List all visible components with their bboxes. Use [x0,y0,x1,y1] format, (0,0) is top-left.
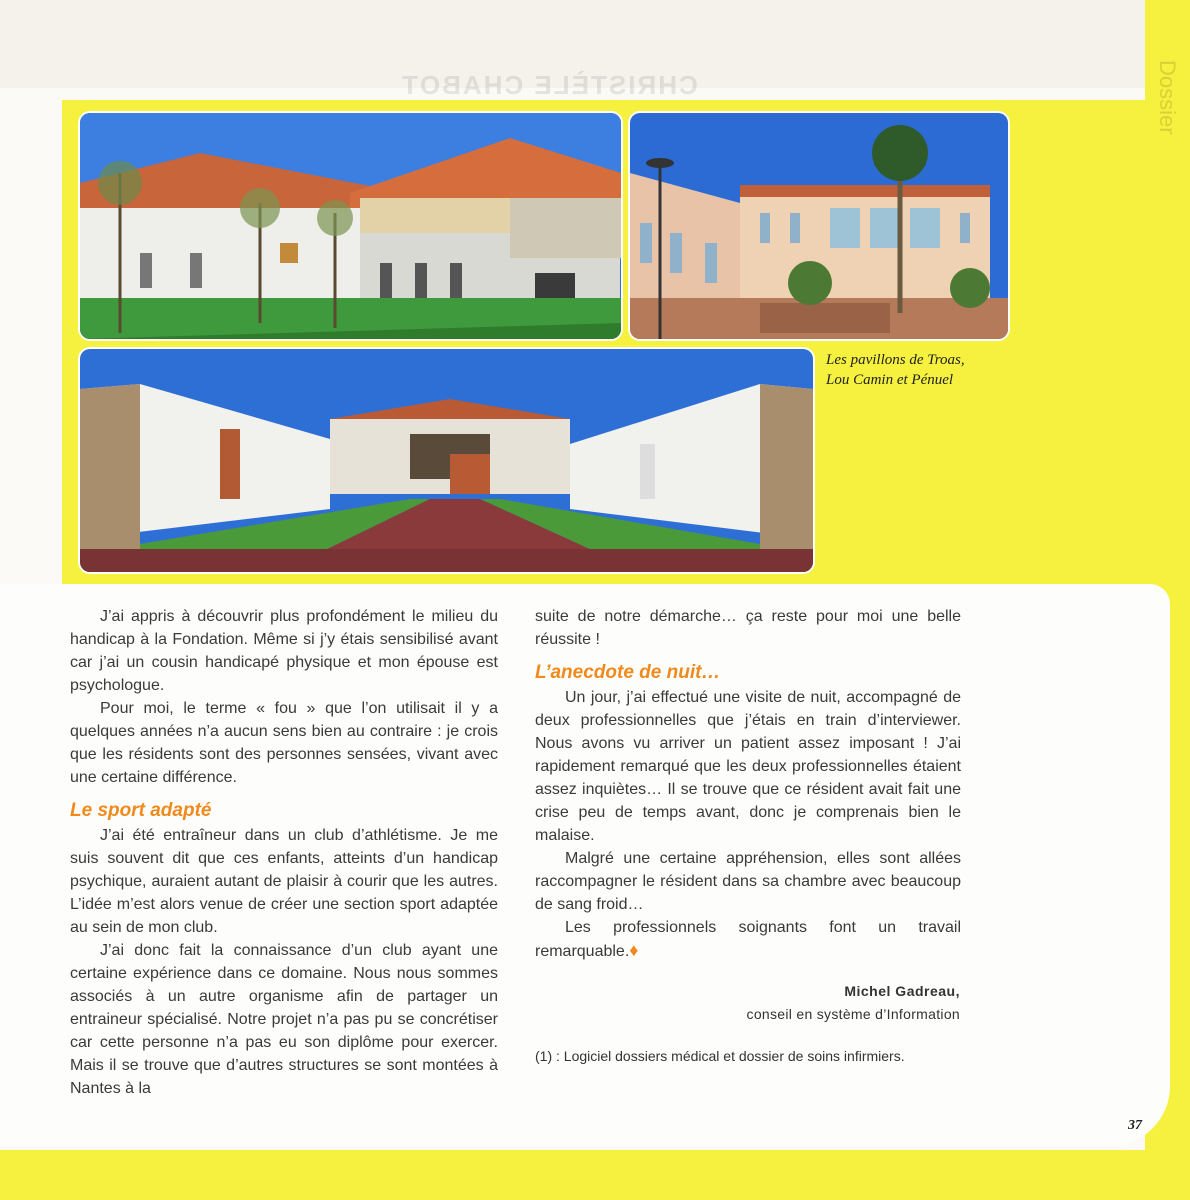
bleed-through-title: CHRISTÈLE CHABOT [400,70,698,100]
paragraph: J’ai appris à découvrir plus profondément le milieu du handicap à la Fondation. Même si j’y étais sensibilisé avant car j’ai un cousin handicapé physique et mon épouse est psychologue. [70,608,498,694]
paragraph: J’ai été entraîneur dans un club d’athlétisme. Je me suis souvent dit que ces enfants, atteints d’un handicap psychique, auraient autant de plaisir à courir que les autres. L’idée m’est alors venue de créer une section sport adaptée au sein de mon club. [70,827,498,936]
section-heading-anecdote: L’anecdote de nuit… [535,662,721,683]
author-name: Michel Gadreau, [844,983,960,999]
paragraph: Malgré une certaine appréhension, elles sont allées raccompagner le résident dans sa chambre avec beaucoup de sang froid… [535,850,961,913]
section-heading-sport: Le sport adapté [70,800,212,821]
paragraph-text: Les professionnels soignants font un travail remarquable. [535,919,961,960]
pavilion-modern-building-photo [80,113,621,339]
caption-line-1: Les pavillons de Troas, [826,352,965,368]
page-number: 37 [1128,1118,1142,1133]
caption-line-2: Lou Camin et Pénuel [826,372,954,388]
photo-caption [826,350,1026,390]
paragraph: Un jour, j’ai effectué une visite de nuit, accompagné de deux professionnelles que j’étais en train d’interviewer. Nous avons vu arriver un patient assez imposant ! J’ai rapidement remarqué que les deux professionnelles étaient assez inquiètes… Il se trouve que ce résident avait fait une crise peu de temps avant, donc je comprenais bien le malaise. [535,689,961,844]
corridor-pavilions-photo [80,349,813,572]
author-signature [620,980,960,1026]
paragraph: Pour moi, le terme « fou » que l’on utilisait il y a quelques années n’a aucun sens bien au contraire : je crois que les résidents sont des personnes sensées, vivant avec une certaine différence. [70,700,498,786]
end-diamond-icon: ♦ [629,940,639,960]
paragraph [535,916,961,963]
courtyard-building-photo [630,113,1008,339]
paragraph: suite de notre démarche… ça reste pour moi une belle réussite ! [535,608,961,648]
article-right-column [535,605,961,963]
yellow-bottom-band [0,1150,1190,1200]
article-left-column [70,605,498,1100]
author-role: conseil en système d’Information [746,1006,960,1022]
bleed-through-side-label: Dossier [1155,60,1180,135]
paragraph: J’ai donc fait la connaissance d’un club ayant une certaine expérience dans ce domaine. Nous nous sommes associés à un autre organisme afin de partager un entraineur spécialisé. Notre projet n’a pas pu se concrétiser car cette personne n’a pas eu son diplôme pour exercer. Mais il se trouve que d’autres structures se sont montées à Nantes à la [70,942,498,1097]
footnote: (1) : Logiciel dossiers médical et dossier de soins infirmiers. [535,1048,905,1064]
